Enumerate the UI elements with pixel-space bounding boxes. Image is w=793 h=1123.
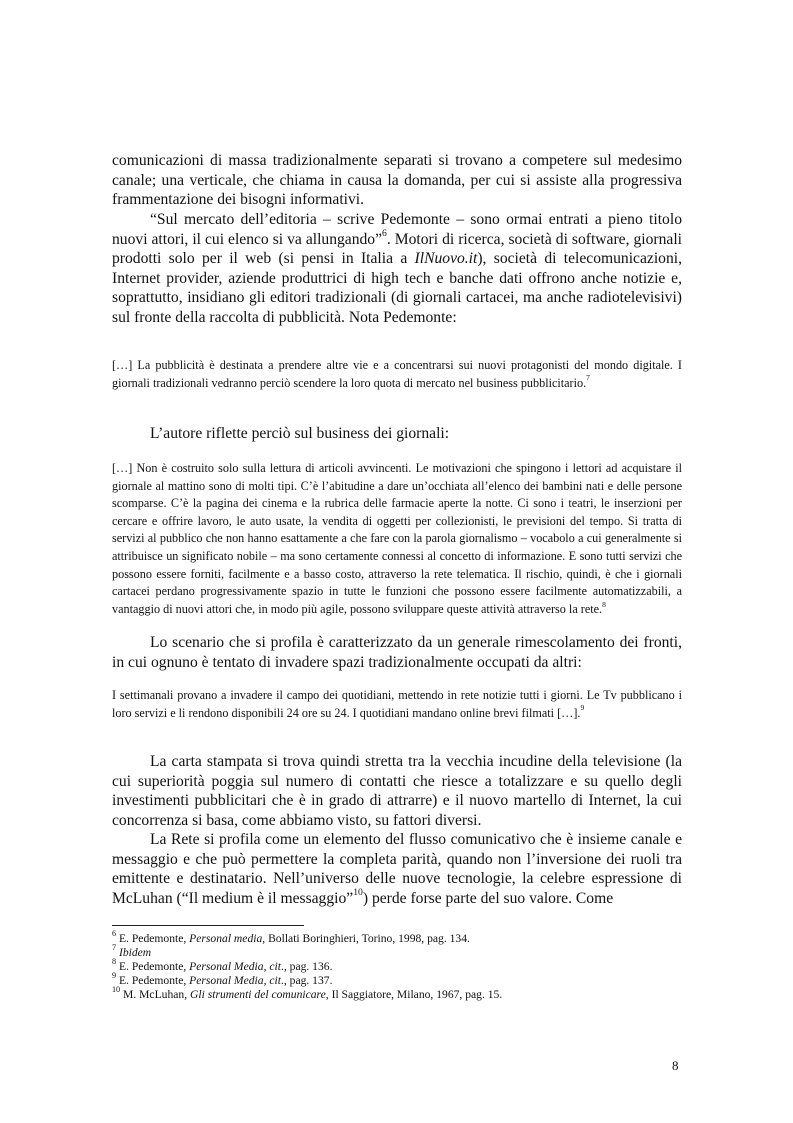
paragraph-3: L’autore riflette perciò sul business dei giornali: xyxy=(150,425,450,442)
footnote-7: $^7$ Ibidem xyxy=(112,942,152,959)
paragraph-5: La carta stampata si trova quindi stretta tra la vecchia incudine della televisione (la cui superiorità poggia sul numero di contatti che riesce a totalizzare e su quello degli investimenti pubblicitari che è in grado di attrarre) e il nuovo martello di Internet, la cui concorrenza si basa, come abbiamo visto, su fattori diversi. xyxy=(112,753,682,829)
footnote-10: $^{10}$ M. McLuhan, Gli strumenti del comunicare, Il Saggiatore, Milano, 1967, pag. 15. xyxy=(112,984,503,1001)
paragraph-4: Lo scenario che si profila è caratterizzato da un generale rimescolamento dei fronti, in cui ognuno è tentato di invadere spazi tradizionalmente occupati da altri: xyxy=(112,634,682,671)
paragraph-2: “Sul mercato dell’editoria – scrive Pedemonte – sono ormai entrati a pieno titolo nuovi attori, il cui elenco si va allungando”$^6$. Motori di ricerca, società di software, giornali prodotti solo per il web (si pensi in Italia a IlNuovo.it), società di telecomunicazioni, Internet provider, aziende produttrici di high tech e banche dati offrono anche notizie e, soprattutto, insidiano gli editori tradizionali (di giornali cartacei, ma anche radiotelevisivi) sul fronte della raccolta di pubblicità. Nota Pedemonte: xyxy=(112,211,682,326)
footnote-6: $^6$ E. Pedemonte, Personal media, Bollati Boringhieri, Torino, 1998, pag. 134. xyxy=(112,928,470,945)
site-name: IlNuovo.it xyxy=(414,250,478,268)
footnote-9: $^9$ E. Pedemonte, Personal Media, cit., pag. 137. xyxy=(112,970,333,987)
quote-2: […] Non è costruito solo sulla lettura di articoli avvincenti. Le motivazioni che spingono i lettori ad acquistare il giornale al mattino sono di molti tipi. C’è l’abitudine a dare un’occhiata all’elenco dei bambini nati e delle persone scomparse. C’è la pagina dei cinema e la rubrica delle farmacie aperte la notte. Ci sono i teatri, le inserzioni per cercare e offrire lavoro, le auto usate, la vendita di oggetti per collezionisti, le previsioni del tempo. Si tratta di servizi al pubblico che non hanno esattamente a che fare con la parola giornalismo – vocabolo a cui generalmente si attribuisce un significato nobile – ma sono certamente connessi al concetto di informazione. E sono tutti servizi che possono essere forniti, facilmente e a basso costo, attraverso la rete telematica. Il rischio, quindi, è che i giornali cartacei perdano progressivamente spazio in tutte le funzioni che possono essere facilmente automatizzabili, a vantaggio di nuovi attori che, in modo più agile, possono sviluppare queste attività attraverso la rete.$^8$ xyxy=(112,461,682,616)
quote-1: […] La pubblicità è destinata a prendere altre vie e a concentrarsi sui nuovi protagonisti del mondo digitale. I giornali tradizionali vedranno perciò scendere la loro quota di mercato nel business pubblicitario.$^7$ xyxy=(112,358,682,390)
paragraph-6: La Rete si profila come un elemento del flusso comunicativo che è insieme canale e messaggio e che può permettere la completa parità, quando non l’inversione dei ruoli tra emittente e destinatario. Nell’universo delle nuove tecnologie, la celebre espressione di McLuhan (“Il medium è il messaggio”$^{10}$) perde forse parte del suo valore. Come xyxy=(112,831,682,907)
quote-3: I settimanali provano a invadere il campo dei quotidiani, mettendo in rete notizie tutti i giorni. Le Tv pubblicano i loro servizi e li rendono disponibili 24 ore su 24. I quotidiani mandano online brevi filmati […].$^9$ xyxy=(112,688,682,720)
footnote-8: $^8$ E. Pedemonte, Personal Media, cit., pag. 136. xyxy=(112,956,333,973)
page-number: 8 xyxy=(672,1058,679,1073)
footnote-ref-9: 9 xyxy=(580,703,585,713)
footnote-separator xyxy=(112,925,304,926)
footnote-ref-6: 6 xyxy=(382,227,387,239)
footnote-ref-7: 7 xyxy=(586,373,590,383)
footnote-ref-8: 8 xyxy=(602,599,606,609)
paragraph-1: comunicazioni di massa tradizionalmente separati si trovano a competere sul medesimo canale; una verticale, che chiama in causa la domanda, per cui si assiste alla progressiva frammentazione dei bisogni informativi. xyxy=(112,152,682,209)
footnote-ref-10: 10 xyxy=(353,887,363,899)
